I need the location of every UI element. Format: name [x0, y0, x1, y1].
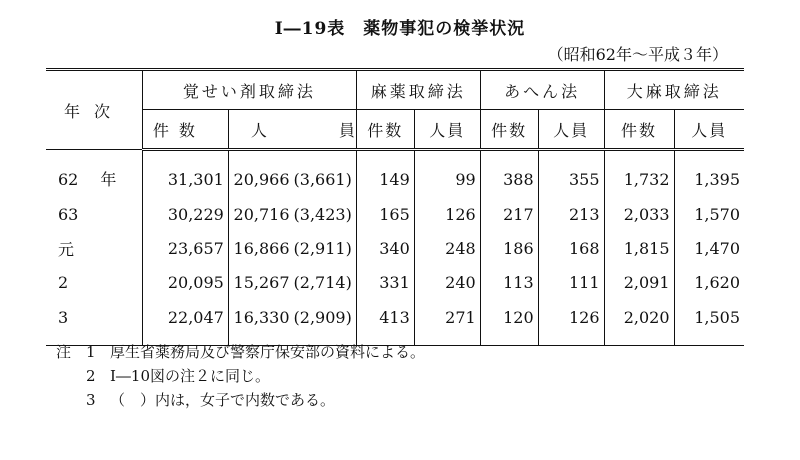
stimulant-cases-cell: 31,301: [142, 150, 228, 198]
table-row: [46, 231, 744, 265]
narcotics-cases-cell: 331: [356, 265, 414, 299]
subheader-narcotics-cases: 件数: [356, 110, 414, 150]
year-cell: 2: [58, 272, 69, 292]
opium-cases-cell: 217: [480, 197, 538, 231]
footnote-label: 注: [56, 343, 72, 361]
footnote-text: 厚生省薬務局及び警察庁保安部の資料による。: [110, 343, 426, 361]
narcotics-cases-cell: 149: [356, 150, 414, 198]
footnote-number: 1: [86, 343, 96, 361]
stimulant-cases-cell: 30,229: [142, 197, 228, 231]
stimulant-cases-cell: 23,657: [142, 231, 228, 265]
stimulant-cases-cell: 22,047: [142, 299, 228, 346]
year-cell: 62 年: [58, 170, 117, 189]
year-header: 年次: [46, 70, 142, 150]
group-header-narcotics: 麻薬取締法: [356, 70, 480, 110]
footnote-text: Ⅰ―10図の注２に同じ。: [110, 367, 271, 385]
year-cell: 63: [58, 204, 79, 224]
table-row: [46, 265, 744, 299]
footnote-number: 3: [86, 391, 96, 409]
footnote: [56, 364, 425, 388]
cannabis-cases-cell: 1,732: [604, 150, 674, 198]
stimulant-persons-cell: 20,716 (3,423): [228, 197, 356, 231]
footnote-text: （ ）内は，女子で内数である。: [110, 391, 336, 409]
opium-persons-cell: 126: [538, 299, 604, 346]
narcotics-persons-cell: 240: [414, 265, 480, 299]
opium-cases-cell: 113: [480, 265, 538, 299]
opium-cases-cell: 186: [480, 231, 538, 265]
opium-cases-cell: 388: [480, 150, 538, 198]
stimulant-persons-cell: 20,966 (3,661): [228, 150, 356, 198]
subheader-cannabis-cases: 件数: [604, 110, 674, 150]
narcotics-persons-cell: 271: [414, 299, 480, 346]
cannabis-persons-cell: 1,395: [674, 150, 744, 198]
opium-persons-cell: 355: [538, 150, 604, 198]
stimulant-persons-cell: 15,267 (2,714): [228, 265, 356, 299]
narcotics-cases-cell: 340: [356, 231, 414, 265]
cannabis-cases-cell: 2,033: [604, 197, 674, 231]
year-cell: 元: [58, 239, 75, 259]
narcotics-persons-cell: 248: [414, 231, 480, 265]
opium-persons-cell: 213: [538, 197, 604, 231]
cannabis-persons-cell: 1,505: [674, 299, 744, 346]
subheader-stimulant-cases: 件数: [142, 110, 228, 150]
cannabis-persons-cell: 1,620: [674, 265, 744, 299]
stimulant-cases-cell: 20,095: [142, 265, 228, 299]
subheader-stimulant-persons: 人員: [228, 110, 356, 150]
opium-persons-cell: 111: [538, 265, 604, 299]
footnote: [56, 340, 425, 364]
narcotics-persons-cell: 99: [414, 150, 480, 198]
period-range: （昭和62年～平成３年）: [547, 45, 728, 64]
footnote: [56, 388, 425, 412]
group-header-stimulants: 覚せい剤取締法: [142, 70, 356, 110]
cannabis-cases-cell: 2,091: [604, 265, 674, 299]
subheader-opium-persons: 人員: [538, 110, 604, 150]
cannabis-persons-cell: 1,470: [674, 231, 744, 265]
subheader-opium-cases: 件数: [480, 110, 538, 150]
stimulant-persons-cell: 16,866 (2,911): [228, 231, 356, 265]
cannabis-persons-cell: 1,570: [674, 197, 744, 231]
footnote-number: 2: [86, 367, 96, 385]
table-row: [46, 299, 744, 346]
opium-persons-cell: 168: [538, 231, 604, 265]
group-header-cannabis: 大麻取締法: [604, 70, 744, 110]
narcotics-cases-cell: 165: [356, 197, 414, 231]
table-row: [46, 150, 744, 198]
cannabis-cases-cell: 1,815: [604, 231, 674, 265]
subheader-narcotics-persons: 人員: [414, 110, 480, 150]
subheader-cannabis-persons: 人員: [674, 110, 744, 150]
footnotes: [56, 340, 425, 412]
opium-cases-cell: 120: [480, 299, 538, 346]
narcotics-cases-cell: 413: [356, 299, 414, 346]
stimulant-persons-cell: 16,330 (2,909): [228, 299, 356, 346]
cannabis-cases-cell: 2,020: [604, 299, 674, 346]
table-title: Ⅰ―19表 薬物事犯の検挙状況: [274, 19, 526, 39]
table-row: [46, 197, 744, 231]
narcotics-persons-cell: 126: [414, 197, 480, 231]
year-cell: 3: [46, 299, 142, 346]
drug-arrest-table: [46, 68, 744, 346]
group-header-opium: あへん法: [480, 70, 604, 110]
